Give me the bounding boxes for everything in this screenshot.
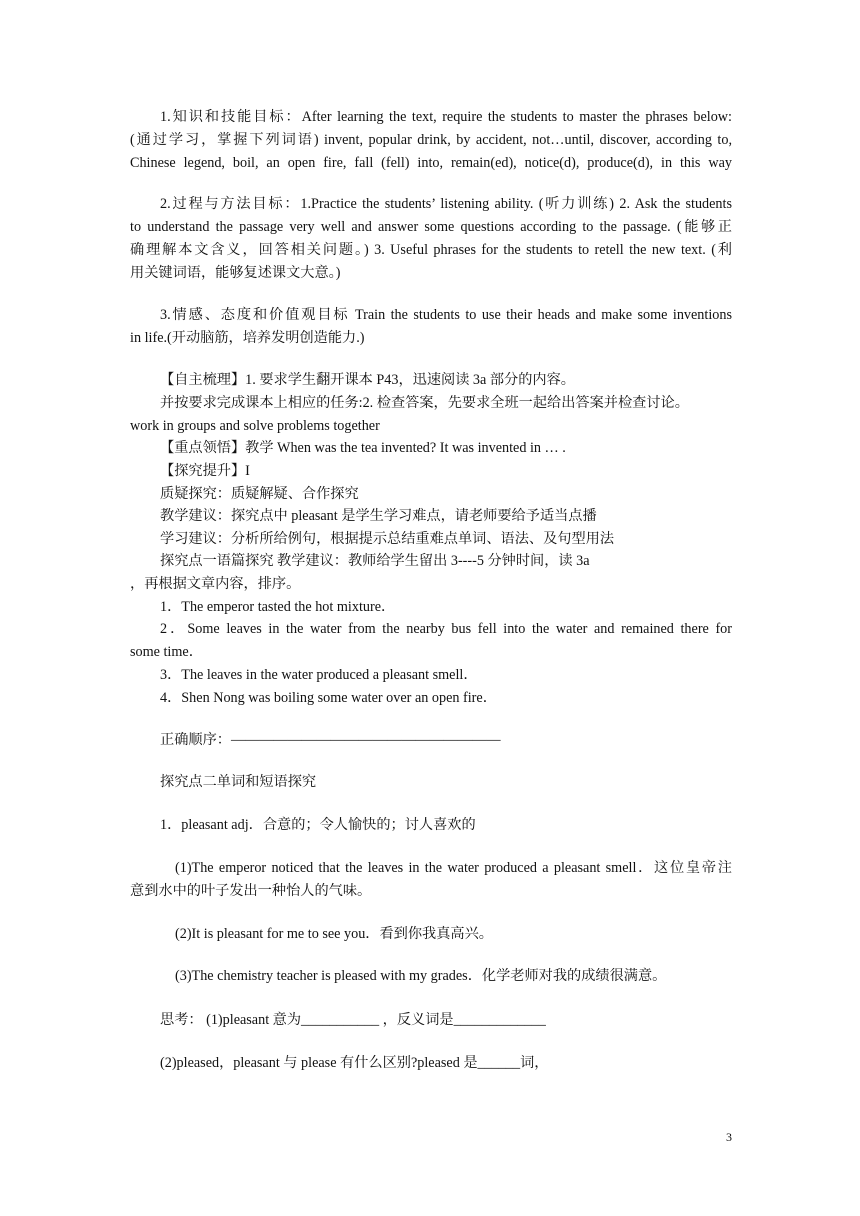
- objective-knowledge-line-3: Chinese legend, boil, an open fire, fall (fell) into, remain(ed), notice(d), produce(d), in this way: [130, 155, 732, 171]
- objective-knowledge-line-1: 1.知识和技能目标：After learning the text, require the students to master the phrases below:: [160, 109, 732, 125]
- objective-process-line-3: 确理解本文含义，回答相关问题。) 3. Useful phrases for the students to retell the new text. (利: [130, 242, 732, 258]
- thinking-question-1: 思考： (1)pleasant 意为___________ ，反义词是_____________: [160, 1012, 546, 1028]
- question-explore-line: 质疑探究：质疑解疑、合作探究: [160, 486, 359, 502]
- key-point-line: 【重点领悟】教学 When was the tea invented? It was invented in … .: [160, 440, 566, 456]
- correct-order-line: 正确顺序：———————————————————: [160, 732, 501, 748]
- order-item-2-continued: some time．: [130, 644, 203, 660]
- order-item-2: 2．Some leaves in the water from the nearby bus fell into the water and remained there for: [160, 621, 732, 637]
- objective-emotion-line-2: in life.(开动脑筋，培养发明创造能力.): [130, 330, 365, 346]
- explore-point-one-line: 探究点一语篇探究 教学建议：教师给学生留出 3----5 分钟时间，读 3a: [160, 553, 590, 569]
- example-1-line-1: (1)The emperor noticed that the leaves in the water produced a pleasant smell．这位皇帝注: [175, 860, 732, 876]
- group-work-line: work in groups and solve problems together: [130, 418, 380, 434]
- objective-emotion-line-1: 3.情感、态度和价值观目标 Train the students to use their heads and make some inventions: [160, 307, 732, 323]
- self-study-task: 并按要求完成课本上相应的任务:2. 检查答案，先要求全班一起给出答案并检查讨论。: [160, 395, 689, 411]
- objective-process-line-1: 2.过程与方法目标：1.Practice the students’ listening ability. (听力训练) 2. Ask the students: [160, 196, 732, 212]
- objective-process-line-2: to understand the passage very well and answer some questions according to the passage. (能够正: [130, 219, 732, 235]
- order-item-1: 1．The emperor tasted the hot mixture．: [160, 599, 396, 615]
- thinking-question-2: (2)pleased，pleasant 与 please 有什么区别?pleased 是______词，: [160, 1055, 549, 1071]
- objective-knowledge-line-2: (通过学习，掌握下列词语) invent, popular drink, by accident, not…until, discover, according to,: [130, 132, 732, 148]
- explore-point-one-continued: ，再根据文章内容，排序。: [130, 576, 301, 592]
- self-study-heading: 【自主梳理】1. 要求学生翻开课本 P43，迅速阅读 3a 部分的内容。: [160, 372, 575, 388]
- example-3: (3)The chemistry teacher is pleased with my grades．化学老师对我的成绩很满意。: [175, 968, 667, 984]
- example-1-line-2: 意到水中的叶子发出一种怡人的气味。: [130, 883, 372, 899]
- learning-suggestion-line: 学习建议：分析所给例句，根据提示总结重难点单词、语法、及句型用法: [160, 531, 615, 547]
- order-item-4: 4．Shen Nong was boiling some water over an open fire．: [160, 690, 497, 706]
- pleasant-definition: 1．pleasant adj．合意的；令人愉快的；讨人喜欢的: [160, 817, 476, 833]
- objective-process-line-4: 用关键词语，能够复述课文大意。): [130, 265, 341, 281]
- explore-point-two-heading: 探究点二单词和短语探究: [160, 774, 317, 790]
- page-number: 3: [726, 1130, 732, 1144]
- teaching-suggestion-line: 教学建议：探究点中 pleasant 是学生学习难点，请老师要给予适当点播: [160, 508, 597, 524]
- example-2: (2)It is pleasant for me to see you．看到你我真高兴。: [175, 926, 493, 942]
- order-item-3: 3．The leaves in the water produced a pleasant smell．: [160, 667, 478, 683]
- explore-heading: 【探究提升】I: [160, 463, 250, 479]
